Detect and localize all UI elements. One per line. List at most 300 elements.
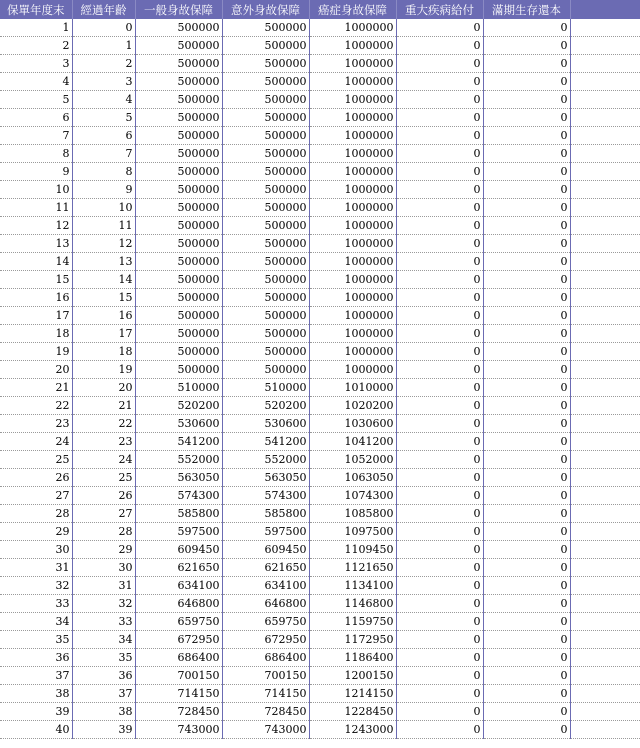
cell-critical-illness-benefit: 0 xyxy=(396,127,483,145)
cell-attained-age: 13 xyxy=(72,253,135,271)
cell-critical-illness-benefit: 0 xyxy=(396,469,483,487)
table-row xyxy=(0,109,640,127)
cell-blank xyxy=(570,73,640,91)
cell-policy-year: 1 xyxy=(0,19,72,37)
cell-cancer-death-benefit: 1000000 xyxy=(309,289,396,307)
cell-policy-year: 12 xyxy=(0,217,72,235)
cell-cancer-death-benefit: 1000000 xyxy=(309,199,396,217)
cell-critical-illness-benefit: 0 xyxy=(396,523,483,541)
cell-cancer-death-benefit: 1074300 xyxy=(309,487,396,505)
cell-maturity-survival-benefit: 0 xyxy=(483,721,570,739)
table-row xyxy=(0,253,640,271)
table-row xyxy=(0,235,640,253)
cell-general-death-benefit: 500000 xyxy=(135,271,222,289)
cell-maturity-survival-benefit: 0 xyxy=(483,505,570,523)
cell-critical-illness-benefit: 0 xyxy=(396,73,483,91)
cell-attained-age: 11 xyxy=(72,217,135,235)
cell-general-death-benefit: 520200 xyxy=(135,397,222,415)
cell-critical-illness-benefit: 0 xyxy=(396,289,483,307)
cell-blank xyxy=(570,325,640,343)
cell-accidental-death-benefit: 500000 xyxy=(222,19,309,37)
cell-maturity-survival-benefit: 0 xyxy=(483,415,570,433)
table-row xyxy=(0,325,640,343)
cell-attained-age: 23 xyxy=(72,433,135,451)
cell-critical-illness-benefit: 0 xyxy=(396,541,483,559)
cell-policy-year: 5 xyxy=(0,91,72,109)
cell-accidental-death-benefit: 500000 xyxy=(222,55,309,73)
cell-critical-illness-benefit: 0 xyxy=(396,595,483,613)
cell-blank xyxy=(570,343,640,361)
cell-critical-illness-benefit: 0 xyxy=(396,703,483,721)
header-row xyxy=(0,0,640,19)
cell-cancer-death-benefit: 1097500 xyxy=(309,523,396,541)
cell-attained-age: 3 xyxy=(72,73,135,91)
cell-cancer-death-benefit: 1000000 xyxy=(309,145,396,163)
cell-maturity-survival-benefit: 0 xyxy=(483,469,570,487)
cell-blank xyxy=(570,145,640,163)
cell-general-death-benefit: 597500 xyxy=(135,523,222,541)
cell-accidental-death-benefit: 500000 xyxy=(222,163,309,181)
cell-cancer-death-benefit: 1214150 xyxy=(309,685,396,703)
cell-general-death-benefit: 500000 xyxy=(135,109,222,127)
cell-critical-illness-benefit: 0 xyxy=(396,415,483,433)
cell-accidental-death-benefit: 500000 xyxy=(222,307,309,325)
cell-accidental-death-benefit: 500000 xyxy=(222,109,309,127)
cell-blank xyxy=(570,271,640,289)
cell-policy-year: 15 xyxy=(0,271,72,289)
cell-policy-year: 10 xyxy=(0,181,72,199)
table-row xyxy=(0,397,640,415)
cell-general-death-benefit: 563050 xyxy=(135,469,222,487)
cell-accidental-death-benefit: 728450 xyxy=(222,703,309,721)
cell-blank xyxy=(570,91,640,109)
cell-general-death-benefit: 500000 xyxy=(135,73,222,91)
cell-policy-year: 19 xyxy=(0,343,72,361)
cell-general-death-benefit: 500000 xyxy=(135,19,222,37)
cell-accidental-death-benefit: 500000 xyxy=(222,361,309,379)
cell-general-death-benefit: 500000 xyxy=(135,37,222,55)
cell-accidental-death-benefit: 609450 xyxy=(222,541,309,559)
cell-general-death-benefit: 743000 xyxy=(135,721,222,739)
cell-general-death-benefit: 552000 xyxy=(135,451,222,469)
header-cancer-death-benefit: 癌症身故保障 xyxy=(309,0,396,19)
table-row xyxy=(0,451,640,469)
cell-general-death-benefit: 672950 xyxy=(135,631,222,649)
cell-blank xyxy=(570,307,640,325)
cell-cancer-death-benefit: 1000000 xyxy=(309,181,396,199)
cell-critical-illness-benefit: 0 xyxy=(396,235,483,253)
cell-cancer-death-benefit: 1000000 xyxy=(309,217,396,235)
header-attained-age: 經過年齡 xyxy=(72,0,135,19)
header-blank xyxy=(570,0,640,19)
table-row xyxy=(0,163,640,181)
cell-accidental-death-benefit: 500000 xyxy=(222,37,309,55)
cell-critical-illness-benefit: 0 xyxy=(396,721,483,739)
cell-accidental-death-benefit: 500000 xyxy=(222,217,309,235)
cell-general-death-benefit: 500000 xyxy=(135,361,222,379)
cell-attained-age: 26 xyxy=(72,487,135,505)
cell-general-death-benefit: 500000 xyxy=(135,145,222,163)
cell-general-death-benefit: 714150 xyxy=(135,685,222,703)
header-accidental-death-benefit: 意外身故保障 xyxy=(222,0,309,19)
cell-critical-illness-benefit: 0 xyxy=(396,253,483,271)
cell-cancer-death-benefit: 1000000 xyxy=(309,307,396,325)
cell-policy-year: 20 xyxy=(0,361,72,379)
cell-policy-year: 25 xyxy=(0,451,72,469)
cell-accidental-death-benefit: 585800 xyxy=(222,505,309,523)
cell-blank xyxy=(570,703,640,721)
cell-blank xyxy=(570,613,640,631)
cell-critical-illness-benefit: 0 xyxy=(396,19,483,37)
cell-cancer-death-benefit: 1186400 xyxy=(309,649,396,667)
cell-cancer-death-benefit: 1000000 xyxy=(309,235,396,253)
cell-accidental-death-benefit: 500000 xyxy=(222,235,309,253)
table-row xyxy=(0,559,640,577)
table-row xyxy=(0,181,640,199)
cell-policy-year: 17 xyxy=(0,307,72,325)
cell-attained-age: 19 xyxy=(72,361,135,379)
cell-critical-illness-benefit: 0 xyxy=(396,379,483,397)
cell-policy-year: 30 xyxy=(0,541,72,559)
cell-policy-year: 13 xyxy=(0,235,72,253)
cell-policy-year: 29 xyxy=(0,523,72,541)
cell-cancer-death-benefit: 1000000 xyxy=(309,19,396,37)
cell-blank xyxy=(570,721,640,739)
cell-blank xyxy=(570,181,640,199)
cell-maturity-survival-benefit: 0 xyxy=(483,631,570,649)
cell-policy-year: 23 xyxy=(0,415,72,433)
table-row xyxy=(0,631,640,649)
cell-general-death-benefit: 574300 xyxy=(135,487,222,505)
table-row xyxy=(0,469,640,487)
cell-critical-illness-benefit: 0 xyxy=(396,217,483,235)
cell-blank xyxy=(570,559,640,577)
cell-blank xyxy=(570,397,640,415)
cell-policy-year: 6 xyxy=(0,109,72,127)
cell-general-death-benefit: 500000 xyxy=(135,163,222,181)
cell-cancer-death-benefit: 1000000 xyxy=(309,127,396,145)
table-row xyxy=(0,685,640,703)
cell-maturity-survival-benefit: 0 xyxy=(483,361,570,379)
cell-general-death-benefit: 500000 xyxy=(135,181,222,199)
cell-attained-age: 14 xyxy=(72,271,135,289)
cell-critical-illness-benefit: 0 xyxy=(396,505,483,523)
cell-accidental-death-benefit: 700150 xyxy=(222,667,309,685)
cell-general-death-benefit: 659750 xyxy=(135,613,222,631)
cell-general-death-benefit: 700150 xyxy=(135,667,222,685)
cell-maturity-survival-benefit: 0 xyxy=(483,181,570,199)
cell-general-death-benefit: 500000 xyxy=(135,127,222,145)
cell-policy-year: 26 xyxy=(0,469,72,487)
table-row xyxy=(0,127,640,145)
cell-accidental-death-benefit: 563050 xyxy=(222,469,309,487)
table-row xyxy=(0,703,640,721)
table-row xyxy=(0,91,640,109)
cell-general-death-benefit: 634100 xyxy=(135,577,222,595)
table-row xyxy=(0,145,640,163)
cell-cancer-death-benefit: 1000000 xyxy=(309,37,396,55)
cell-blank xyxy=(570,55,640,73)
cell-maturity-survival-benefit: 0 xyxy=(483,451,570,469)
cell-critical-illness-benefit: 0 xyxy=(396,271,483,289)
cell-general-death-benefit: 609450 xyxy=(135,541,222,559)
cell-cancer-death-benefit: 1000000 xyxy=(309,163,396,181)
cell-policy-year: 16 xyxy=(0,289,72,307)
table-row xyxy=(0,613,640,631)
cell-accidental-death-benefit: 552000 xyxy=(222,451,309,469)
cell-cancer-death-benefit: 1228450 xyxy=(309,703,396,721)
cell-blank xyxy=(570,199,640,217)
table-row xyxy=(0,487,640,505)
cell-critical-illness-benefit: 0 xyxy=(396,613,483,631)
cell-maturity-survival-benefit: 0 xyxy=(483,127,570,145)
cell-accidental-death-benefit: 500000 xyxy=(222,253,309,271)
cell-blank xyxy=(570,163,640,181)
table-row xyxy=(0,595,640,613)
cell-attained-age: 2 xyxy=(72,55,135,73)
cell-policy-year: 8 xyxy=(0,145,72,163)
cell-accidental-death-benefit: 597500 xyxy=(222,523,309,541)
cell-cancer-death-benefit: 1172950 xyxy=(309,631,396,649)
cell-attained-age: 16 xyxy=(72,307,135,325)
header-policy-year: 保單年度末 xyxy=(0,0,72,19)
cell-general-death-benefit: 500000 xyxy=(135,289,222,307)
cell-blank xyxy=(570,631,640,649)
cell-cancer-death-benefit: 1063050 xyxy=(309,469,396,487)
cell-accidental-death-benefit: 500000 xyxy=(222,289,309,307)
cell-cancer-death-benefit: 1000000 xyxy=(309,91,396,109)
table-row xyxy=(0,523,640,541)
cell-accidental-death-benefit: 646800 xyxy=(222,595,309,613)
cell-attained-age: 21 xyxy=(72,397,135,415)
cell-attained-age: 12 xyxy=(72,235,135,253)
cell-attained-age: 29 xyxy=(72,541,135,559)
table-row xyxy=(0,415,640,433)
cell-blank xyxy=(570,577,640,595)
cell-cancer-death-benefit: 1085800 xyxy=(309,505,396,523)
cell-maturity-survival-benefit: 0 xyxy=(483,289,570,307)
cell-cancer-death-benefit: 1030600 xyxy=(309,415,396,433)
cell-maturity-survival-benefit: 0 xyxy=(483,271,570,289)
cell-maturity-survival-benefit: 0 xyxy=(483,163,570,181)
cell-attained-age: 17 xyxy=(72,325,135,343)
cell-blank xyxy=(570,37,640,55)
cell-attained-age: 4 xyxy=(72,91,135,109)
cell-maturity-survival-benefit: 0 xyxy=(483,217,570,235)
cell-policy-year: 33 xyxy=(0,595,72,613)
cell-cancer-death-benefit: 1000000 xyxy=(309,73,396,91)
cell-general-death-benefit: 500000 xyxy=(135,343,222,361)
cell-accidental-death-benefit: 500000 xyxy=(222,73,309,91)
cell-cancer-death-benefit: 1000000 xyxy=(309,253,396,271)
cell-general-death-benefit: 530600 xyxy=(135,415,222,433)
cell-general-death-benefit: 510000 xyxy=(135,379,222,397)
cell-accidental-death-benefit: 530600 xyxy=(222,415,309,433)
cell-critical-illness-benefit: 0 xyxy=(396,433,483,451)
cell-cancer-death-benefit: 1109450 xyxy=(309,541,396,559)
cell-maturity-survival-benefit: 0 xyxy=(483,379,570,397)
cell-accidental-death-benefit: 541200 xyxy=(222,433,309,451)
cell-policy-year: 32 xyxy=(0,577,72,595)
cell-critical-illness-benefit: 0 xyxy=(396,199,483,217)
cell-cancer-death-benefit: 1146800 xyxy=(309,595,396,613)
table-row xyxy=(0,433,640,451)
cell-maturity-survival-benefit: 0 xyxy=(483,37,570,55)
cell-accidental-death-benefit: 510000 xyxy=(222,379,309,397)
cell-attained-age: 7 xyxy=(72,145,135,163)
table-row xyxy=(0,217,640,235)
cell-general-death-benefit: 541200 xyxy=(135,433,222,451)
cell-critical-illness-benefit: 0 xyxy=(396,145,483,163)
cell-policy-year: 40 xyxy=(0,721,72,739)
header-maturity-survival-benefit: 滿期生存還本 xyxy=(483,0,570,19)
cell-accidental-death-benefit: 621650 xyxy=(222,559,309,577)
cell-attained-age: 6 xyxy=(72,127,135,145)
cell-attained-age: 8 xyxy=(72,163,135,181)
cell-blank xyxy=(570,505,640,523)
cell-general-death-benefit: 686400 xyxy=(135,649,222,667)
cell-critical-illness-benefit: 0 xyxy=(396,487,483,505)
cell-general-death-benefit: 585800 xyxy=(135,505,222,523)
cell-cancer-death-benefit: 1159750 xyxy=(309,613,396,631)
cell-critical-illness-benefit: 0 xyxy=(396,55,483,73)
cell-maturity-survival-benefit: 0 xyxy=(483,343,570,361)
cell-maturity-survival-benefit: 0 xyxy=(483,649,570,667)
cell-attained-age: 9 xyxy=(72,181,135,199)
cell-maturity-survival-benefit: 0 xyxy=(483,91,570,109)
cell-policy-year: 35 xyxy=(0,631,72,649)
cell-attained-age: 24 xyxy=(72,451,135,469)
cell-blank xyxy=(570,19,640,37)
cell-cancer-death-benefit: 1000000 xyxy=(309,55,396,73)
cell-blank xyxy=(570,109,640,127)
cell-maturity-survival-benefit: 0 xyxy=(483,523,570,541)
cell-cancer-death-benefit: 1000000 xyxy=(309,271,396,289)
cell-cancer-death-benefit: 1000000 xyxy=(309,343,396,361)
cell-critical-illness-benefit: 0 xyxy=(396,397,483,415)
cell-accidental-death-benefit: 500000 xyxy=(222,181,309,199)
cell-critical-illness-benefit: 0 xyxy=(396,685,483,703)
cell-attained-age: 18 xyxy=(72,343,135,361)
cell-maturity-survival-benefit: 0 xyxy=(483,253,570,271)
table-row xyxy=(0,199,640,217)
cell-general-death-benefit: 646800 xyxy=(135,595,222,613)
cell-blank xyxy=(570,415,640,433)
cell-maturity-survival-benefit: 0 xyxy=(483,577,570,595)
cell-policy-year: 4 xyxy=(0,73,72,91)
cell-maturity-survival-benefit: 0 xyxy=(483,559,570,577)
cell-policy-year: 9 xyxy=(0,163,72,181)
cell-general-death-benefit: 500000 xyxy=(135,217,222,235)
cell-policy-year: 14 xyxy=(0,253,72,271)
cell-critical-illness-benefit: 0 xyxy=(396,649,483,667)
cell-blank xyxy=(570,487,640,505)
cell-general-death-benefit: 500000 xyxy=(135,325,222,343)
header-general-death-benefit: 一般身故保障 xyxy=(135,0,222,19)
cell-critical-illness-benefit: 0 xyxy=(396,451,483,469)
cell-critical-illness-benefit: 0 xyxy=(396,181,483,199)
cell-critical-illness-benefit: 0 xyxy=(396,343,483,361)
cell-maturity-survival-benefit: 0 xyxy=(483,307,570,325)
table-row xyxy=(0,73,640,91)
cell-cancer-death-benefit: 1000000 xyxy=(309,361,396,379)
cell-attained-age: 0 xyxy=(72,19,135,37)
cell-general-death-benefit: 500000 xyxy=(135,55,222,73)
table-row xyxy=(0,577,640,595)
cell-policy-year: 3 xyxy=(0,55,72,73)
cell-accidental-death-benefit: 574300 xyxy=(222,487,309,505)
cell-policy-year: 38 xyxy=(0,685,72,703)
cell-attained-age: 22 xyxy=(72,415,135,433)
cell-attained-age: 31 xyxy=(72,577,135,595)
cell-attained-age: 37 xyxy=(72,685,135,703)
cell-critical-illness-benefit: 0 xyxy=(396,37,483,55)
cell-general-death-benefit: 500000 xyxy=(135,235,222,253)
cell-cancer-death-benefit: 1200150 xyxy=(309,667,396,685)
cell-policy-year: 34 xyxy=(0,613,72,631)
cell-maturity-survival-benefit: 0 xyxy=(483,397,570,415)
cell-maturity-survival-benefit: 0 xyxy=(483,199,570,217)
cell-policy-year: 31 xyxy=(0,559,72,577)
table-row xyxy=(0,505,640,523)
cell-policy-year: 2 xyxy=(0,37,72,55)
table-row xyxy=(0,649,640,667)
cell-blank xyxy=(570,253,640,271)
cell-critical-illness-benefit: 0 xyxy=(396,631,483,649)
cell-critical-illness-benefit: 0 xyxy=(396,91,483,109)
cell-attained-age: 38 xyxy=(72,703,135,721)
cell-blank xyxy=(570,685,640,703)
cell-attained-age: 28 xyxy=(72,523,135,541)
cell-accidental-death-benefit: 500000 xyxy=(222,127,309,145)
cell-attained-age: 30 xyxy=(72,559,135,577)
table-row xyxy=(0,55,640,73)
cell-cancer-death-benefit: 1134100 xyxy=(309,577,396,595)
cell-maturity-survival-benefit: 0 xyxy=(483,145,570,163)
cell-blank xyxy=(570,541,640,559)
cell-critical-illness-benefit: 0 xyxy=(396,325,483,343)
cell-general-death-benefit: 728450 xyxy=(135,703,222,721)
cell-accidental-death-benefit: 686400 xyxy=(222,649,309,667)
cell-maturity-survival-benefit: 0 xyxy=(483,487,570,505)
cell-policy-year: 11 xyxy=(0,199,72,217)
cell-attained-age: 36 xyxy=(72,667,135,685)
cell-blank xyxy=(570,595,640,613)
cell-accidental-death-benefit: 500000 xyxy=(222,271,309,289)
cell-blank xyxy=(570,379,640,397)
cell-blank xyxy=(570,235,640,253)
cell-blank xyxy=(570,361,640,379)
cell-critical-illness-benefit: 0 xyxy=(396,109,483,127)
cell-attained-age: 32 xyxy=(72,595,135,613)
cell-accidental-death-benefit: 672950 xyxy=(222,631,309,649)
table-row xyxy=(0,37,640,55)
header-critical-illness-benefit: 重大疾病給付 xyxy=(396,0,483,19)
cell-maturity-survival-benefit: 0 xyxy=(483,703,570,721)
cell-blank xyxy=(570,433,640,451)
cell-accidental-death-benefit: 500000 xyxy=(222,145,309,163)
cell-policy-year: 37 xyxy=(0,667,72,685)
cell-policy-year: 28 xyxy=(0,505,72,523)
table-row xyxy=(0,361,640,379)
cell-maturity-survival-benefit: 0 xyxy=(483,55,570,73)
cell-general-death-benefit: 621650 xyxy=(135,559,222,577)
table-row xyxy=(0,289,640,307)
cell-critical-illness-benefit: 0 xyxy=(396,307,483,325)
cell-blank xyxy=(570,451,640,469)
table-row xyxy=(0,379,640,397)
cell-accidental-death-benefit: 520200 xyxy=(222,397,309,415)
